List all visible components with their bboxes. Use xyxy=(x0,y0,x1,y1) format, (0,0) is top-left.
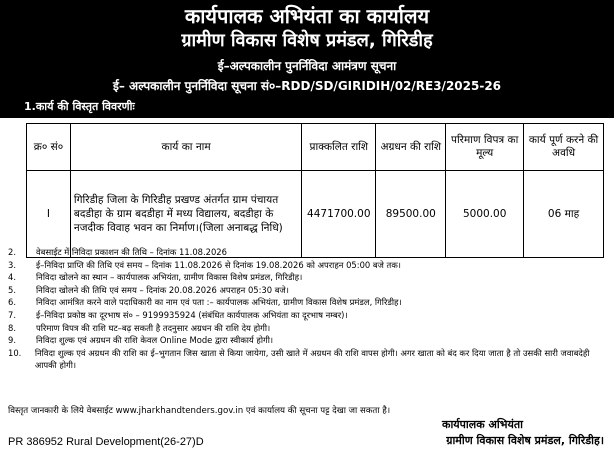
item-number: 8. xyxy=(8,322,16,333)
col-header-sno: क्र० सं० xyxy=(27,124,71,171)
cell-work-name: गिरिडीह जिला के गिरिडीह प्रखण्ड अंतर्गत ग्राम पंचायत बदडीहा के ग्राम बदडीहा में मध्य विद्यालय, बदडीहा के नजदीक विवाह भवन का निर्माण।(जिला अनाबद्ध निधि) xyxy=(70,171,301,258)
item-text: निविदा शुल्क एवं अग्रधन की राशि का ई–भुगतान जिस खाता से किया जायेगा, उसी खाते में अग्रधन की राशि वापस होगी। अगर खाता को बंद कर दिया जाता है तो उसकी सारी जवाबदेही आपकी होगी। xyxy=(34,347,590,371)
item-text: निविदा आमंत्रित करने वाले पदाधिकारी का नाम एवं पता :– कार्यपालक अभियंता, ग्रामीण विकास विशेष प्रमंडल, गिरिडीह। xyxy=(36,297,402,308)
cell-duration: 06 माह xyxy=(524,171,604,258)
list-item xyxy=(8,334,608,347)
table-header-row xyxy=(27,124,604,171)
item-number: 3. xyxy=(8,259,16,270)
item-number: 4. xyxy=(8,272,16,283)
list-item xyxy=(8,296,608,309)
cell-boq-cost: 5000.00 xyxy=(446,171,524,258)
item-text: निविदा खोलने का स्थान – कार्यपालक अभियंता, ग्रामीण विकास विशेष प्रमंडल, गिरिडीह। xyxy=(36,272,303,283)
item-number: 10. xyxy=(8,347,22,358)
item-number: 2. xyxy=(8,247,16,257)
section-heading: 1.कार्य की विस्तृत विवरणीः xyxy=(24,100,135,113)
col-header-boq-cost: परिमाण विपत्र का मूल्य xyxy=(446,124,524,171)
signatory-office: ग्रामीण विकास विशेष प्रमंडल, गिरिडीह। xyxy=(446,434,604,447)
website-note: विस्तृत जानकारी के लिये वेबसाईट www.jharkhandtenders.gov.in एवं कार्यालय की सूचना पट्ट देखा जा सकता है। xyxy=(8,406,391,416)
list-item xyxy=(8,246,608,259)
list-item xyxy=(8,322,608,335)
item-text: ई–निविदा प्राप्ति की तिथि एवं समय – दिनांक 11.08.2026 से दिनांक 19.08.2026 को अपराहन 05:00 बजे तक। xyxy=(36,259,401,270)
col-header-earnest: अग्रधन की राशि xyxy=(376,124,446,171)
item-text: परिमाण विपत्र की राशि घट–बढ़ सकती है तदनुसार अग्रधन की राशि देय होगी। xyxy=(36,322,271,333)
list-item xyxy=(8,271,608,284)
division-title: ग्रामीण विकास विशेष प्रमंडल, गिरिडीह xyxy=(181,30,433,51)
item-number: 7. xyxy=(8,309,16,320)
item-text: वेबसाईट में निविदा प्रकाशन की तिथि – दिनांक 11.08.2026 xyxy=(36,247,227,257)
item-number: 9. xyxy=(8,335,16,346)
notice-type: ई–अल्पकालीन पुनर्निविदा आमंत्रण सूचना xyxy=(217,59,397,73)
notice-number: ई– अल्पकालीन पुनर्निविदा सूचना सं०–RDD/SD/GIRIDIH/02/RE3/2025-26 xyxy=(112,79,502,93)
item-text: ई–निविदा प्रकोष्ठ का दूरभाष सं० – 9199935924 (संबंधित कार्यपालक अभियंता का दूरभाष नम्बर)। xyxy=(36,309,348,320)
notice-header xyxy=(0,0,614,118)
notice-items xyxy=(8,246,608,372)
col-header-estimate: प्राक्कलित राशि xyxy=(302,124,376,171)
list-item xyxy=(8,309,608,322)
work-details-table xyxy=(26,123,604,258)
signatory-title: कार्यपालक अभियंता xyxy=(442,418,523,431)
col-header-work-name: कार्य का नाम xyxy=(70,124,301,171)
cell-earnest: 89500.00 xyxy=(376,171,446,258)
item-number: 6. xyxy=(8,297,16,308)
table-row xyxy=(27,171,604,258)
list-item xyxy=(8,347,608,372)
item-number: 5. xyxy=(8,284,16,295)
cell-estimate: 4471700.00 xyxy=(302,171,376,258)
item-text: निविदा खोलने की तिथि एवं समय – दिनांक 20.08.2026 अपराहन 05:30 बजे। xyxy=(36,284,289,295)
list-item xyxy=(8,284,608,297)
office-title: कार्यपालक अभियंता का कार्यालय xyxy=(184,4,430,28)
item-text: निविदा शुल्क एवं अग्रधन की राशि केवल Online Mode द्वारा स्वीकार्य होगी। xyxy=(36,335,274,346)
col-header-duration: कार्य पूर्ण करने की अवधि xyxy=(524,124,604,171)
list-item xyxy=(8,259,608,272)
pr-number: PR 386952 Rural Development(26-27)D xyxy=(8,436,204,448)
cell-sno: I xyxy=(27,171,71,258)
